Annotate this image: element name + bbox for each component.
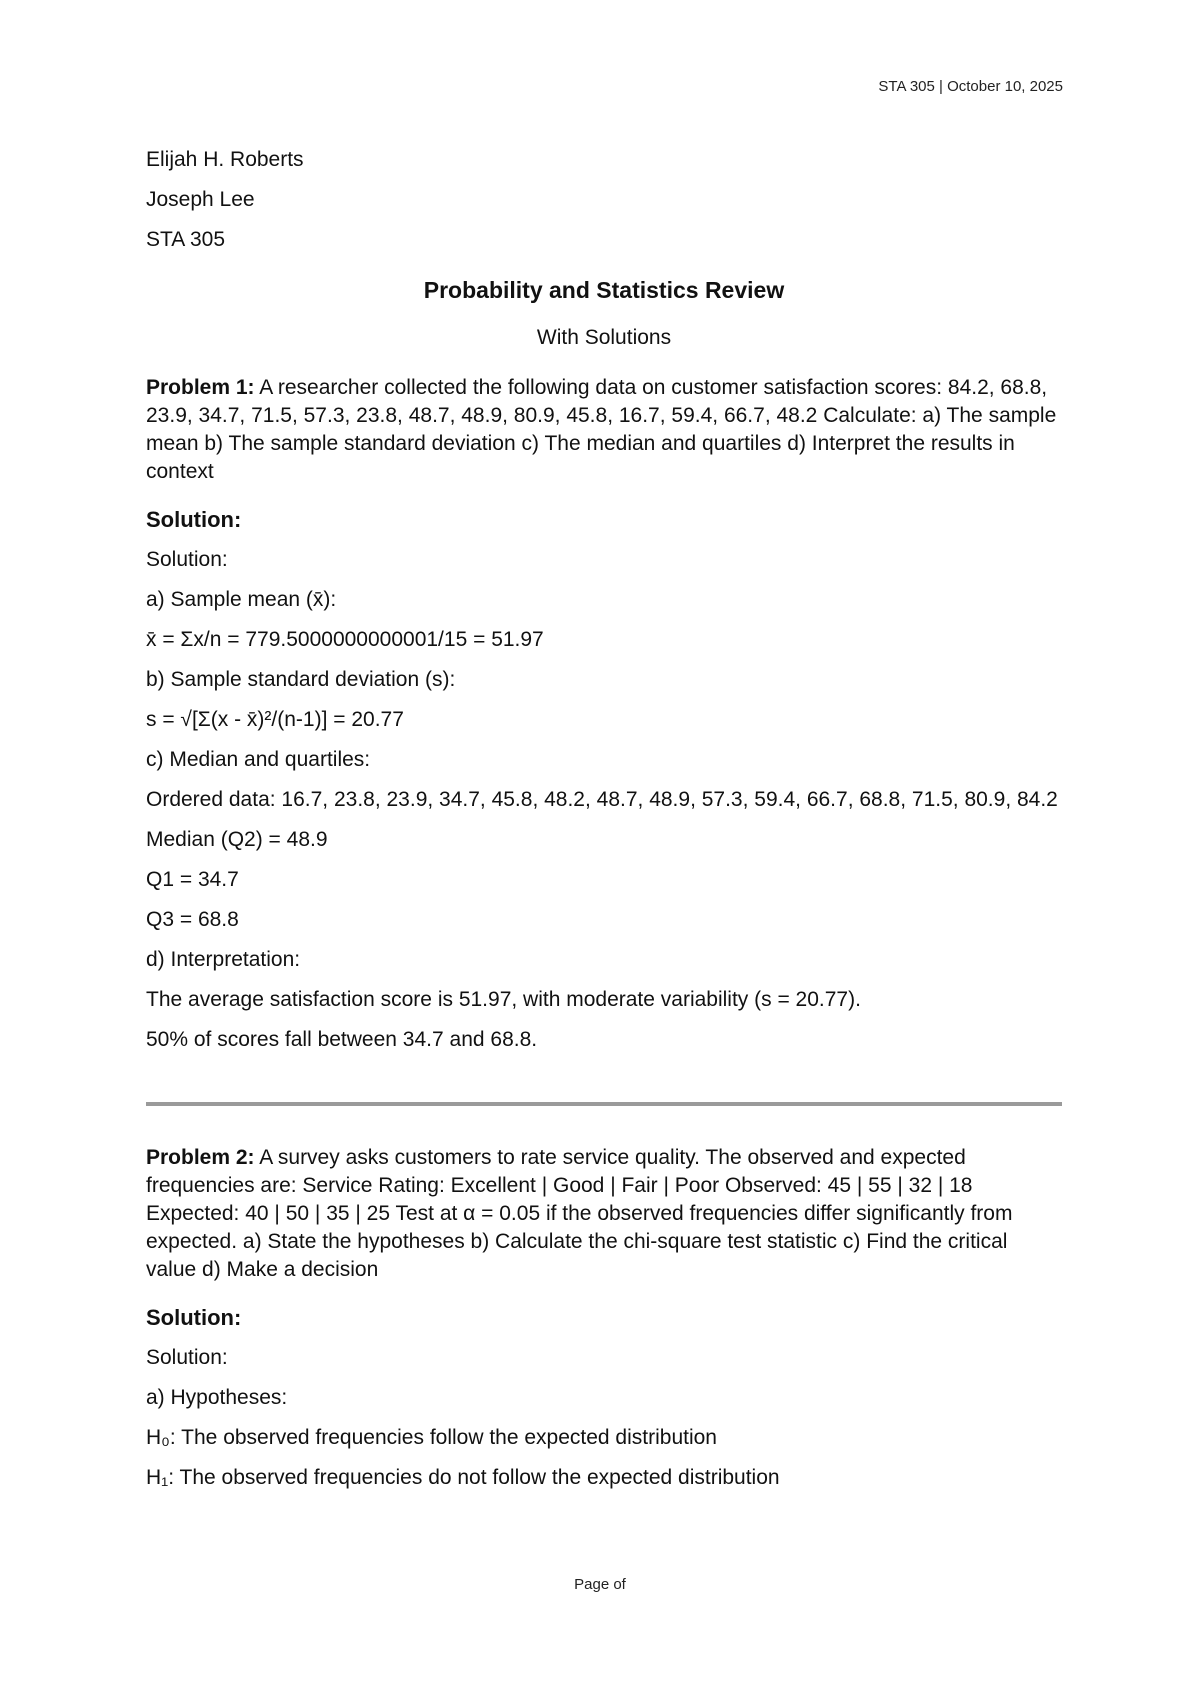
- solution-line: H₀: The observed frequencies follow the expected distribution: [146, 1426, 717, 1449]
- page-header: STA 305 | October 10, 2025: [878, 78, 1063, 95]
- solution-line: Q3 = 68.8: [146, 908, 239, 931]
- problem-2-statement: [146, 1144, 1062, 1284]
- solution-line: d) Interpretation:: [146, 948, 301, 971]
- solution-line: s = √[Σ(x - x̄)²/(n-1)] = 20.77: [146, 708, 404, 731]
- solution-line: H₁: The observed frequencies do not follow the expected distribution: [146, 1466, 780, 1489]
- solution-line: b) Sample standard deviation (s):: [146, 668, 456, 691]
- problem-1-text: A researcher collected the following data on customer satisfaction scores: 84.2, 68.8, 23.9, 34.7, 71.5, 57.3, 23.8, 48.7, 48.9, 80.9, 45.8, 16.7, 59.4, 66.7, 48.2 Calculate: a) The sample mean b) The sample standard deviation c) The median and quartiles d) Interpret the results in context: [146, 376, 1057, 483]
- problem-1-statement: [146, 374, 1062, 486]
- solution-line: c) Median and quartiles:: [146, 748, 371, 771]
- solution-line: Solution:: [146, 1346, 228, 1369]
- instructor-name: Joseph Lee: [146, 188, 255, 211]
- problem-1-solution-heading: Solution:: [146, 507, 242, 532]
- solution-line: Ordered data: 16.7, 23.8, 23.9, 34.7, 45.8, 48.2, 48.7, 48.9, 57.3, 59.4, 66.7, 68.8, 71.5, 80.9, 84.2: [146, 788, 1058, 811]
- problem-2-text: A survey asks customers to rate service quality. The observed and expected frequencies are: Service Rating: Excellent | Good | Fair | Poor Observed: 45 | 55 | 32 | 18 Expected: 40 | 50 | 35 | 25 Test at α = 0.05 if the observed frequencies differ significantly from expected. a) State the hypotheses b) Calculate the chi-square test statistic c) Find the critical value d) Make a decision: [146, 1146, 1013, 1281]
- solution-line: 50% of scores fall between 34.7 and 68.8.: [146, 1028, 538, 1051]
- solution-line: Solution:: [146, 548, 228, 571]
- solution-line: a) Sample mean (x̄):: [146, 588, 337, 611]
- solution-line: x̄ = Σx/n = 779.5000000000001/15 = 51.97: [146, 628, 544, 651]
- section-divider: [146, 1102, 1062, 1106]
- solution-line: Q1 = 34.7: [146, 868, 239, 891]
- problem-2-label: Problem 2:: [146, 1146, 255, 1169]
- solution-line: a) Hypotheses:: [146, 1386, 288, 1409]
- problem-1-label: Problem 1:: [146, 376, 255, 399]
- solution-line: Median (Q2) = 48.9: [146, 828, 328, 851]
- document-body: [146, 146, 1062, 1504]
- problem-2-solution-heading: Solution:: [146, 1305, 242, 1330]
- author-name: Elijah H. Roberts: [146, 148, 304, 171]
- document-subtitle: With Solutions: [536, 326, 672, 349]
- solution-line: The average satisfaction score is 51.97, with moderate variability (s = 20.77).: [146, 988, 861, 1011]
- page-footer: Page of: [574, 1576, 626, 1593]
- document-title: Probability and Statistics Review: [423, 277, 785, 303]
- course-code: STA 305: [146, 228, 225, 251]
